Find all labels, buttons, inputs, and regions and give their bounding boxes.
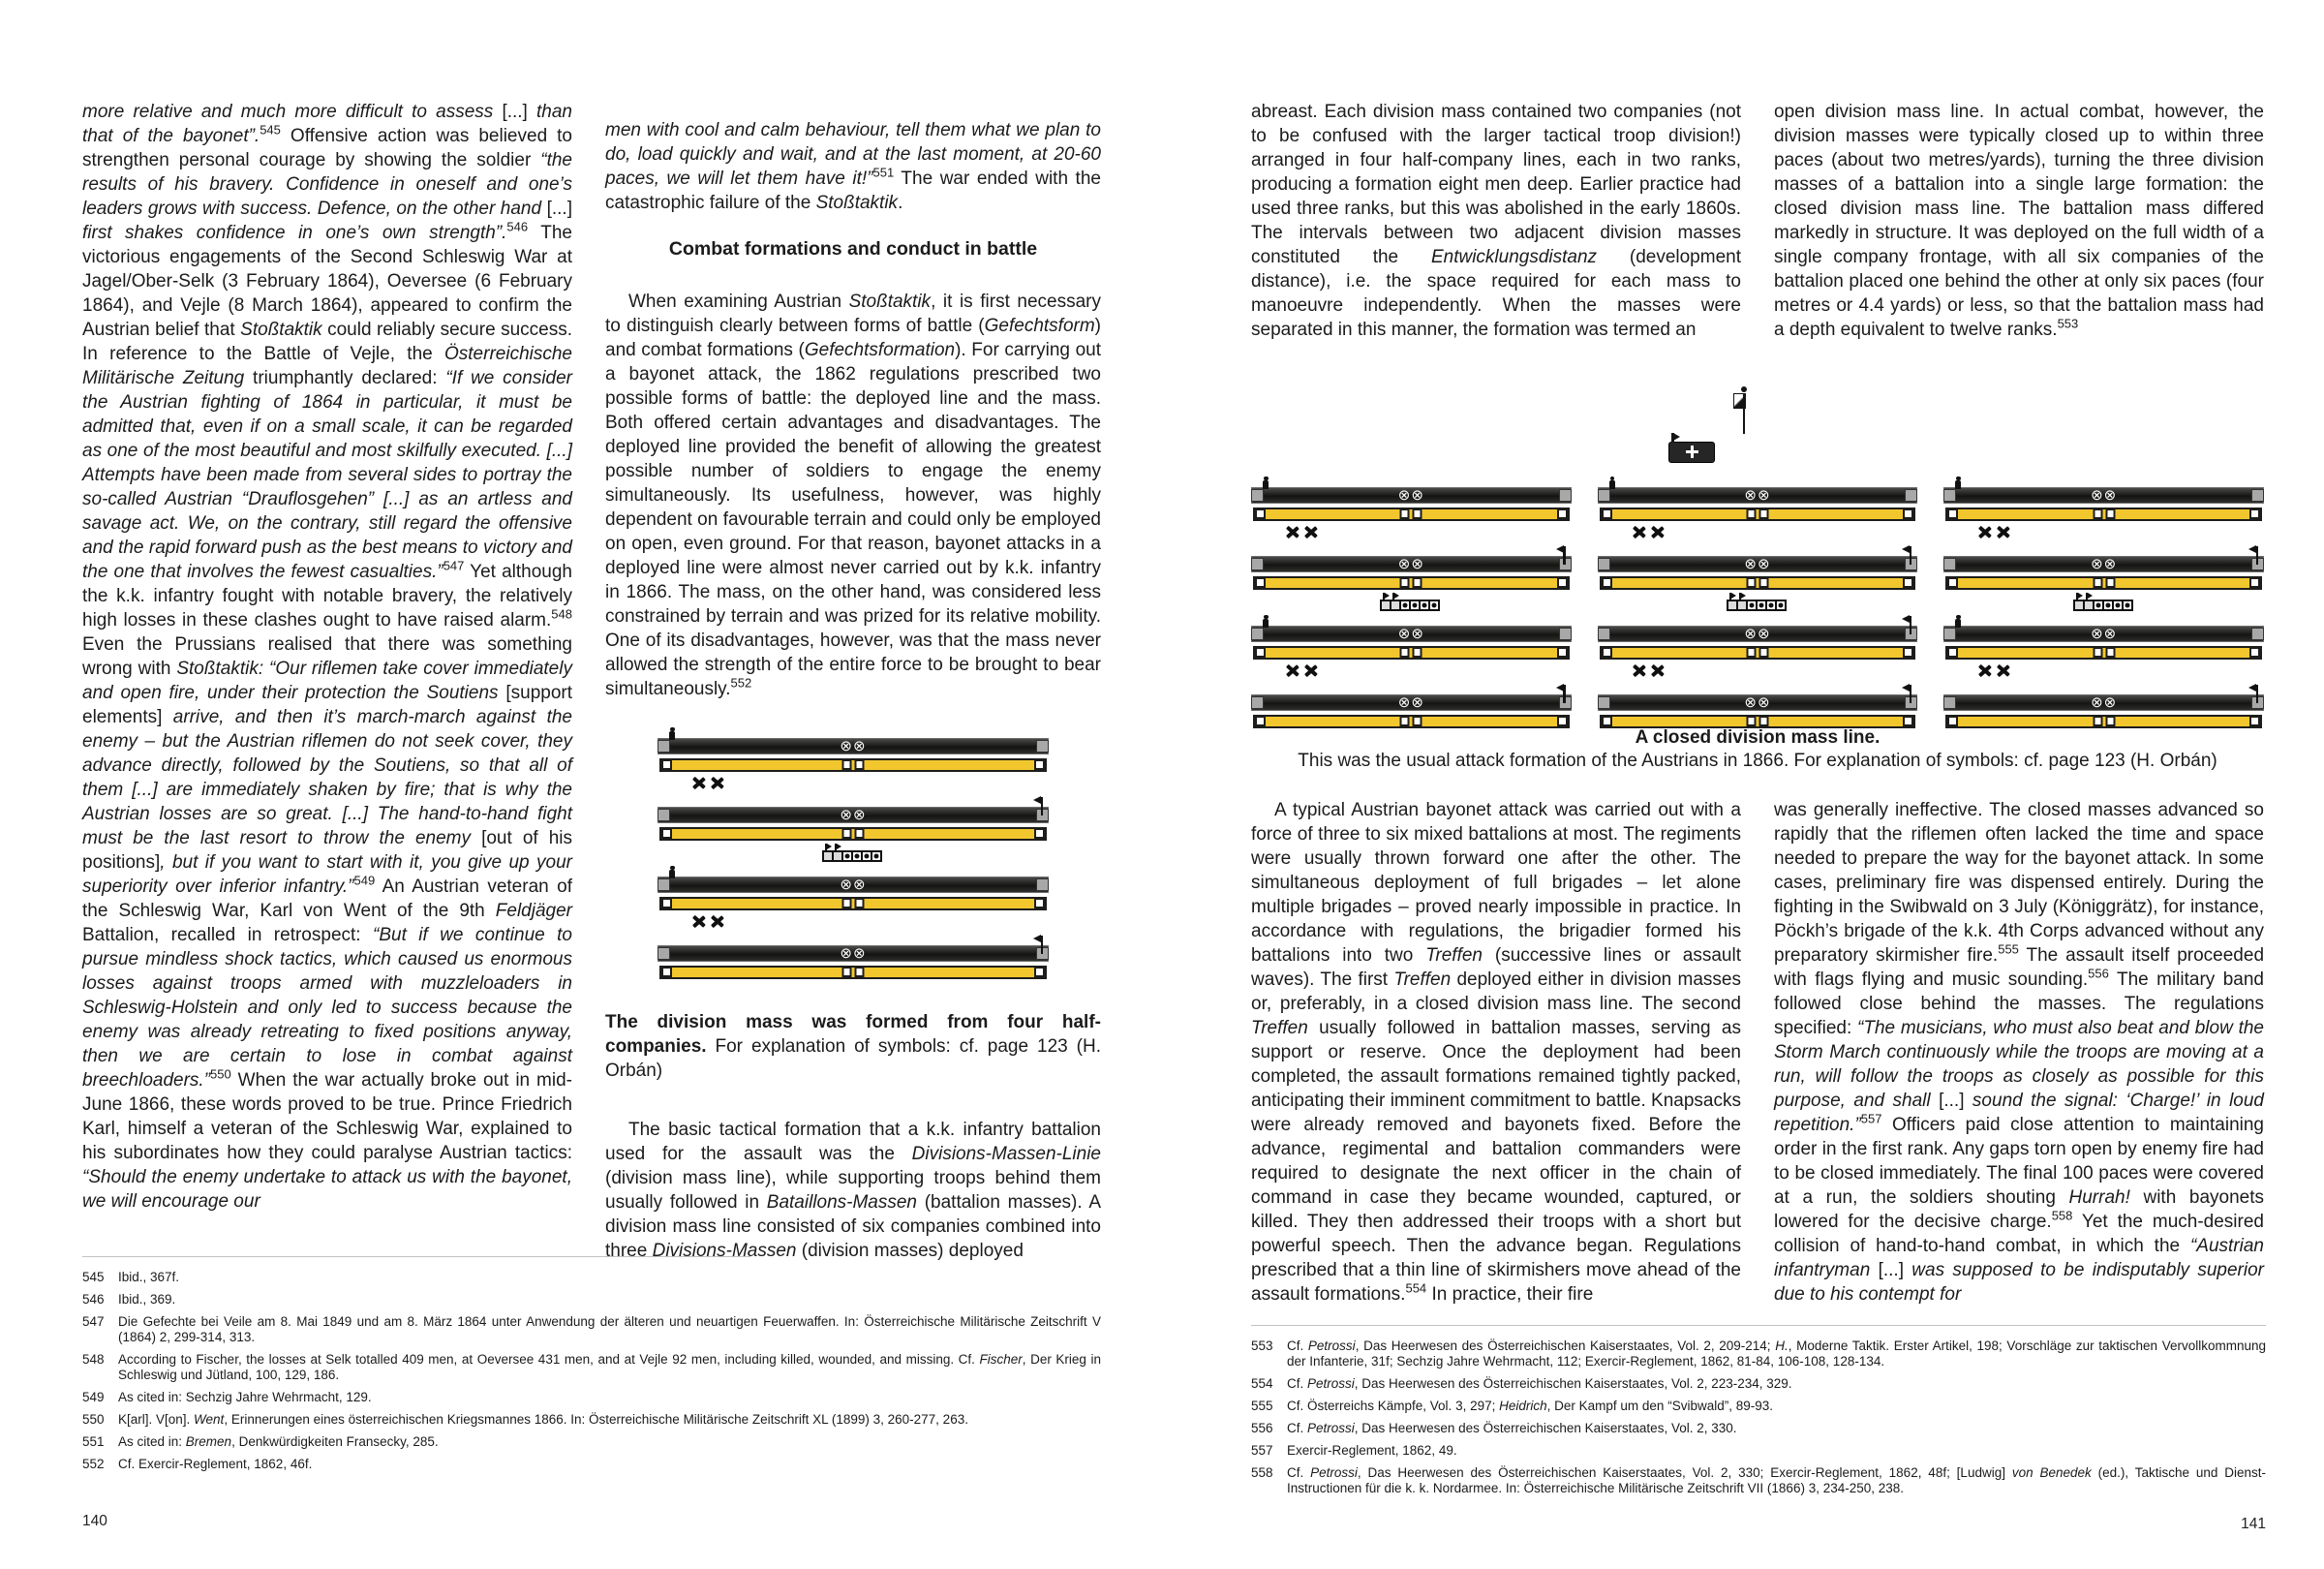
crossed-tools-icons (1598, 526, 1918, 541)
company-divider-icon: ⊗⊗ (840, 945, 867, 962)
officer-icon (1955, 480, 1961, 489)
front-rank-bar (1945, 508, 2262, 521)
rear-rank-bar (1251, 694, 1572, 711)
rear-rank-bar (1598, 487, 1918, 504)
drummer-group-icon (1251, 594, 1572, 611)
footnote: 556 Cf. Petrossi, Das Heerwesen des Österreichischen Kaiserstaates, Vol. 2, 330. (1251, 1421, 1737, 1435)
division-mass (1598, 477, 1918, 730)
officer-icon (1263, 619, 1269, 628)
right-column-2-top: open division mass line. In actual combat, however, the division masses were typically closed up to within three paces (about two metres/yards), turning the three division masses of a battalion into a single large formation: the closed division mass line. The battalion mass differed markedly in structure. It was deployed on the full width of a single company frontage, with all six companies of the battalion placed one behind the other at only six paces (four metres or 4.4 yards) or less, so that the battalion mass had a depth equivalent to twelve ranks.$^{553}$ (1774, 102, 2264, 340)
half-company-line (657, 867, 1049, 912)
footnote: 553 Cf. Petrossi, Das Heerwesen des Österreichischen Kaiserstaates, Vol. 2, 209-214; H., Moderne Taktik. Erster Artikel, 198; Vorschläge zur taktischen Vervollkommnung der Infanterie, 31f; Sechzig Jahre Wehrmacht, 112; Exercir-Reglement, 1862, 81-84, 106-108, 128-134. (1251, 1338, 2267, 1369)
rear-rank-bar (657, 738, 1049, 754)
crossed-tools-icon (1651, 664, 1664, 678)
half-company-line (1598, 546, 1918, 592)
standard-bearer-icon (1730, 391, 1746, 436)
flag-bearer-icon (1898, 616, 1915, 635)
drummer-group-icon (1598, 594, 1918, 611)
figure-caption-title: A closed division mass line. (1635, 727, 1881, 748)
paragraph: When examining Austrian Stoßtaktik, it is first necessary to distinguish clearly between forms of battle (Gefechtsform) and combat formations (Gefechtsformation). For carrying out a bayonet attack, the 1862 regulations prescribed two possible forms of battle: the deployed line and the mass. Both offered certain advantages and disadvantages. The deployed line provided the benefit of allowing the greatest possible number of soldiers to engage the enemy simultaneously. Its usefulness, however, was highly dependent on favourable terrain and could only be employed on open, even ground. For that reason, bayonet attacks in a deployed line were almost never carried out by k.k. infantry in 1866. The mass, on the other hand, was considered less constrained by terrain and was prized for its relative mobility. One of its disadvantages, however, was that the mass never allowed the strength of the entire force to be brought to bear simultaneously.$^{552}$ (605, 292, 1101, 699)
footnotes-right (1251, 1325, 2266, 1503)
company-divider-icon: ⊗⊗ (1397, 556, 1424, 572)
flag-bearer-icon (1029, 936, 1047, 955)
officer-icon (1609, 480, 1615, 489)
crossed-tools-icons (1943, 526, 2264, 541)
crossed-tools-icon (1286, 526, 1299, 539)
right-column-2-bottom: was generally ineffective. The closed masses advanced so rapidly that the riflemen often lacked the time and space needed to prepare the way for the bayonet attack. In some cases, preliminary fire was dispensed entirely. During the fighting in the Swibwald on 3 July (Königgrätz), for instance, Pöckh’s brigade of the k.k. 4th Corps advanced without any preparatory skirmisher fire.$^{555}$ The assault itself proceeded with flags flying and music sounding.$^{556}$ The military band followed close behind the masses. The regulations specified: “The musicians, who must also beat and blow the Storm March continuously while the troops are moving at a run, will follow the troops as closely as possible for this purpose, and shall [...] sound the signal: ‘Charge!’ in loud repetition.”$^{557}$ Officers paid close attention to maintaining order in the first rank. Any gaps torn open by enemy fire had to be closed immediately. The final 100 paces were covered at a run, the soldiers shouting Hurrah! with bayonets lowered for the decisive charge.$^{558}$ Yet the much-desired collision of hand-to-hand combat, in which the “Austrian infantryman [...] was supposed to be indisputably superior due to his contempt for (1774, 800, 2265, 1305)
officer-icon (1263, 480, 1269, 489)
left-column-2 (605, 100, 1101, 1281)
company-divider-icon: ⊗⊗ (1397, 694, 1424, 711)
crossed-tools-icon (1997, 664, 2009, 678)
rear-rank-bar (1251, 556, 1572, 572)
officer-icon (1955, 619, 1961, 628)
company-divider-icon: ⊗⊗ (2091, 556, 2118, 572)
front-rank-bar (1600, 646, 1916, 660)
crossed-tools-icon (692, 915, 705, 929)
footnote: 550 K[arl]. V[on]. Went, Erinnerungen eines österreichischen Kriegsmannes 1866. In: Österreichische Militärische Zeitschrift XL (1899) 3, 260-277, 263. (82, 1412, 968, 1427)
officer-icon (669, 731, 675, 740)
front-rank-bar (1945, 576, 2262, 590)
division-mass-diagram (657, 728, 1049, 981)
crossed-tools-icon (1978, 526, 1991, 539)
crossed-tools-icons (657, 777, 1049, 792)
mounted-commander-icon (1668, 442, 1715, 463)
company-divider-icon: ⊗⊗ (1397, 626, 1424, 642)
rear-rank-bar (1251, 626, 1572, 642)
company-divider-icon: ⊗⊗ (840, 877, 867, 893)
half-company-line (1251, 616, 1572, 661)
rear-rank-bar (1943, 626, 2264, 642)
company-divider-icon: ⊗⊗ (840, 807, 867, 823)
rear-rank-bar (657, 945, 1049, 962)
half-company-line (1251, 685, 1572, 730)
crossed-tools-icon (1997, 526, 2009, 539)
half-company-line (1943, 685, 2264, 730)
section-heading: Combat formations and conduct in battle (668, 238, 1038, 260)
company-divider-icon: ⊗⊗ (1744, 694, 1771, 711)
page-number-left: 140 (82, 1513, 107, 1529)
front-rank-bar (1253, 576, 1570, 590)
half-company-line (1943, 477, 2264, 523)
flag-bearer-icon (1552, 685, 1570, 704)
crossed-tools-icon (1633, 526, 1645, 539)
flag-bearer-icon (2245, 685, 2262, 704)
half-company-line (1251, 546, 1572, 592)
page-number-right: 141 (2241, 1516, 2266, 1532)
front-rank-bar (1600, 576, 1916, 590)
figure-caption-text: This was the usual attack formation of the Austrians in 1866. For explanation of symbols: cf. page 123 (H. Orbán) (1298, 751, 2217, 771)
crossed-tools-icon (1286, 664, 1299, 678)
drummer-group-icon (1943, 594, 2264, 611)
officer-icon (669, 870, 675, 878)
half-company-line (1598, 616, 1918, 661)
footnote: 549 As cited in: Sechzig Jahre Wehrmacht, 129. (82, 1390, 372, 1404)
crossed-tools-icons (1943, 664, 2264, 680)
company-divider-icon: ⊗⊗ (1397, 487, 1424, 504)
front-rank-bar (1945, 646, 2262, 660)
rear-rank-bar (1943, 487, 2264, 504)
rear-rank-bar (1598, 556, 1918, 572)
crossed-tools-icons (1251, 526, 1572, 541)
closed-division-mass-line-diagram (1251, 385, 2264, 730)
half-company-line (1598, 685, 1918, 730)
battalion-commander-group (1251, 385, 2264, 477)
half-company-line (1251, 477, 1572, 523)
company-divider-icon: ⊗⊗ (2091, 487, 2118, 504)
footnote: 546 Ibid., 369. (82, 1292, 176, 1307)
rear-rank-bar (1598, 694, 1918, 711)
left-column-1: more relative and much more difficult to assess [...] than that of the bayonet”.$^{545}$ Offensive action was believed to strengthen personal courage by showing the soldier “the results of his bravery. Confidence in oneself and one’s leaders grows with success. Defence, on the other hand [...] first shakes confidence in one’s own strength”.$^{546}$ The victorious engagements of the Second Schleswig War at Jagel/Ober-Selk (3 February 1864), Oeversee (6 February 1864), and Vejle (8 March 1864), appeared to confirm the Austrian belief that Stoßtaktik could reliably secure success. In reference to the Battle of Vejle, the Österreichische Militärische Zeitung triumphantly declared: “If we consider the Austrian fighting of 1864 in particular, it must be admitted that, even if on a small scale, it can be regarded as one of the most beautiful and most skilfully executed. [...] Attempts have been made from several sides to portray the so-called Austrian “Drauflosgehen” [...] as an artless and savage act. We, on the contrary, still regard the offensive and the rapid forward push as the best means to victory and the one that involves the fewest casualties.”$^{547}$ Yet although the k.k. infantry fought with notable bravery, the relatively high losses in these clashes ought to have raised alarm.$^{548}$ Even the Prussians realised that there was something wrong with Stoßtaktik: “Our riflemen take cover immediately and open fire, under their protection the Soutiens [support elements] arrive, and then it’s march-march against the enemy – but the Austrian riflemen do not seek cover, they advance directly, followed by the Soutiens, so that all of them [...] are immediately shaken by fire; that is why the Austrian losses are so great. [...] The hand-to-hand fight must be the last resort to throw the enemy [out of his positions], but if you want to start with it, you give up your superiority over inferior infantry.”$^{549}$ An Austrian veteran of the Schleswig War, Karl von Went of the 9th Feldjäger Battalion, recalled in retrospect: “But if we continue to pursue mindless shock tactics, which caused us enormous losses against troops armed with muzzleloaders in Schleswig-Holstein and only led to success because the enemy was already retreating to fixed positions anyway, then we are certain to lose in combat against breechloaders.”$^{550}$ When the war actually broke out in mid-June 1866, these words proved to be true. Prince Friedrich Karl, himself a veteran of the Schleswig War, explained to his subordinates how they could paralyse Austrian tactics: “Should the enemy undertake to attack us with the bayonet, we will encourage our (82, 102, 573, 1212)
footnote-rule (82, 1256, 750, 1257)
half-company-line (657, 936, 1049, 981)
right-column-1-bottom: A typical Austrian bayonet attack was carried out with a force of three to six mixed battalions at most. The regiments were usually thrown forward one after the other. The simultaneous deployment of full brigades – let alone multiple brigades – proved nearly impossible in practice. In accordance with regulations, the brigadier formed his battalions into two Treffen (successive lines or assault waves). The first Treffen deployed either in division masses or, preferably, in a closed division mass line. The second Treffen usually followed in battalion masses, serving as support or reserve. Once the deployment had been completed, the assault formations remained tightly packed, anticipating their imminent commitment to battle. Knapsacks were already removed and bayonets fixed. Before the advance, regimental and battalion commanders were required to designate the next officer in the chain of command in case they became wounded, captured, or killed. They then addressed their troops with a short but powerful speech. Then the advance began. Regulations prescribed that a thin line of skirmishers move ahead of the assault formations.$^{554}$ In practice, their fire (1251, 800, 1741, 1305)
footnote: 548 According to Fischer, the losses at Selk totalled 409 men, at Oeversee 431 men, and at Vejle 92 men, including killed, wounded, and missing. Cf. Fischer, Der Krieg in Schleswig und Jütland, 100, 129, 186. (82, 1352, 1101, 1382)
flag-bearer-icon (1898, 546, 1915, 566)
flag-bearer-icon (1898, 685, 1915, 704)
front-rank-bar (659, 758, 1047, 772)
front-rank-bar (659, 966, 1047, 979)
rear-rank-bar (1598, 626, 1918, 642)
front-rank-bar (1253, 646, 1570, 660)
footnote: 557 Exercir-Reglement, 1862, 49. (1251, 1443, 1457, 1458)
crossed-tools-icons (657, 915, 1049, 931)
footnote: 555 Cf. Österreichs Kämpfe, Vol. 3, 297; Heidrich, Der Kampf um den “Svibwald”, 89-93. (1251, 1399, 1773, 1413)
half-company-line (1943, 616, 2264, 661)
crossed-tools-icon (1304, 526, 1317, 539)
footnotes-left (82, 1256, 1101, 1479)
crossed-tools-icon (1978, 664, 1991, 678)
paragraph: The basic tactical formation that a k.k. infantry battalion used for the assault was the Divisions-Massen-Linie (division mass line), while supporting troops behind them usually followed in Bataillons-Massen (battalion masses). A division mass line consisted of six companies combined into three Divisions-Massen (division masses) deployed (605, 1120, 1101, 1261)
crossed-tools-icon (1633, 664, 1645, 678)
half-company-line (1598, 477, 1918, 523)
rear-rank-bar (657, 807, 1049, 823)
paragraph: men with cool and calm behaviour, tell them what we plan to do, load quickly and wait, and at the last moment, at 20-60 paces, we will let them have it!”$^{551}$ The war ended with the catastrophic failure of the Stoßtaktik. (605, 120, 1101, 213)
half-company-line (1943, 546, 2264, 592)
flag-bearer-icon (1552, 546, 1570, 566)
company-divider-icon: ⊗⊗ (1744, 556, 1771, 572)
front-rank-bar (1253, 508, 1570, 521)
footnote: 558 Cf. Petrossi, Das Heerwesen des Österreichischen Kaiserstaates, Vol. 2, 330; Exercir-Reglement, 1862, 48f; [Ludwig] von Benedek (ed.), Taktische und Dienst-Instructionen für die k. k. Nordarmee. In: Österreichische Militärische Zeitschrift VII (1866) 3, 234-250, 238. (1251, 1465, 2266, 1495)
crossed-tools-icon (711, 915, 723, 929)
rear-rank-bar (657, 877, 1049, 893)
front-rank-bar (659, 897, 1047, 910)
crossed-tools-icon (692, 777, 705, 790)
footnote: 551 As cited in: Bremen, Denkwürdigkeiten Fransecky, 285. (82, 1434, 439, 1449)
half-company-line (657, 797, 1049, 843)
crossed-tools-icons (1598, 664, 1918, 680)
crossed-tools-icon (711, 777, 723, 790)
crossed-tools-icon (1304, 664, 1317, 678)
footnote: 545 Ibid., 367f. (82, 1270, 180, 1284)
footnote: 554 Cf. Petrossi, Das Heerwesen des Österreichischen Kaiserstaates, Vol. 2, 223-234, 329. (1251, 1376, 1792, 1391)
figure-caption (1251, 726, 2264, 773)
crossed-tools-icon (1651, 526, 1664, 539)
front-rank-bar (659, 827, 1047, 841)
company-divider-icon: ⊗⊗ (1744, 487, 1771, 504)
rear-rank-bar (1251, 487, 1572, 504)
division-mass (1251, 477, 1572, 730)
company-divider-icon: ⊗⊗ (1744, 626, 1771, 642)
footnote: 552 Cf. Exercir-Reglement, 1862, 46f. (82, 1457, 313, 1471)
rear-rank-bar (1943, 694, 2264, 711)
right-column-1-top: abreast. Each division mass contained two companies (not to be confused with the larger tactical troop division!) arranged in four half-company lines, each in two ranks, producing a formation eight men deep. Earlier practice had used three ranks, but this was abolished in the early 1860s. The intervals between two adjacent division masses constituted the Entwicklungsdistanz (development distance), i.e. the space required for each mass to manoeuvre independently. When the masses were separated in this manner, the formation was termed an (1251, 102, 1741, 340)
company-divider-icon: ⊗⊗ (840, 738, 867, 754)
company-divider-icon: ⊗⊗ (2091, 694, 2118, 711)
drummer-group-icon (657, 845, 1049, 862)
company-divider-icon: ⊗⊗ (2091, 626, 2118, 642)
footnote: 547 Die Gefechte bei Veile am 8. Mai 1849 und am 8. März 1864 unter Anwendung der älteren und neuartigen Feuerwaffen. In: Österreichische Militärische Zeitschrift V (1864) 2, 299-314, 313. (82, 1314, 1101, 1344)
division-mass (1943, 477, 2264, 730)
front-rank-bar (1600, 508, 1916, 521)
flag-bearer-icon (2245, 546, 2262, 566)
flag-bearer-icon (1029, 797, 1047, 816)
half-company-line (657, 728, 1049, 774)
figure-caption: The division mass was formed from four half-companies. For explanation of symbols: cf. page 123 (H. Orbán) (605, 1012, 1101, 1081)
crossed-tools-icons (1251, 664, 1572, 680)
division-mass (657, 728, 1049, 981)
footnote-rule (1251, 1325, 2266, 1326)
rear-rank-bar (1943, 556, 2264, 572)
